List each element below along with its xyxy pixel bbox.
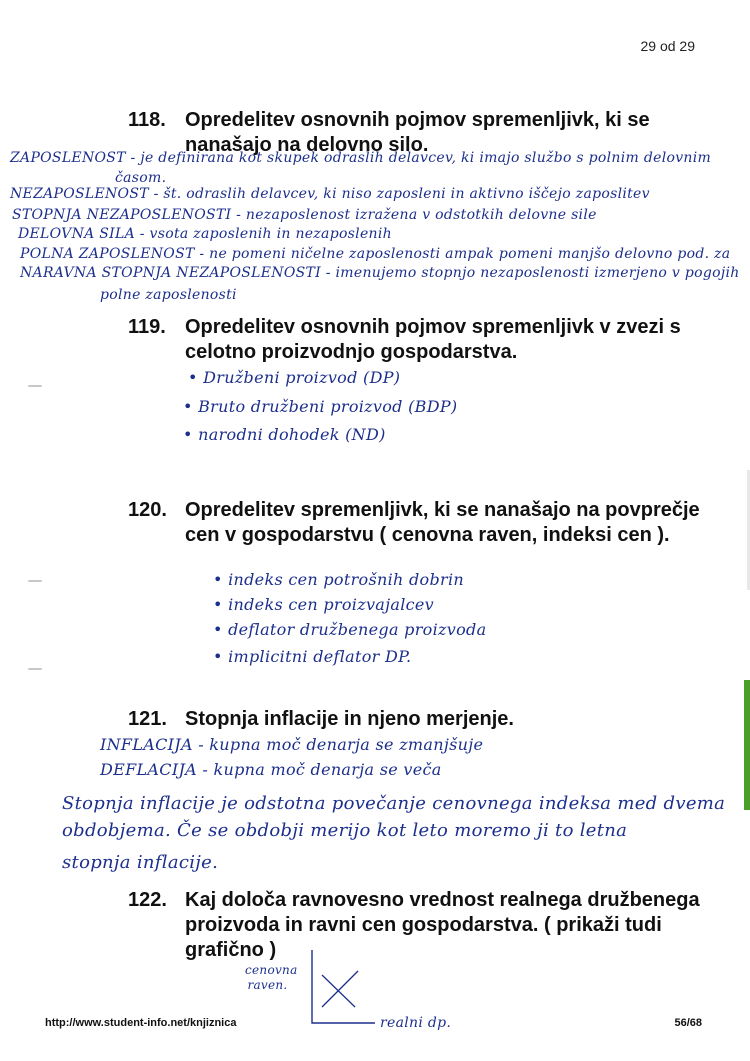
question-number: 121.	[128, 708, 167, 730]
sketch-graph	[300, 945, 380, 1035]
question-text: Kaj določa ravnovesno vrednost realnega družbenega proizvoda in ravni cen gospodarstva. ( prikaži tudi grafično )	[185, 889, 700, 961]
question-text: Opredelitev spremenljivk, ki se nanašajo na povprečje cen v gospodarstvu ( cenovna raven, indeksi cen ).	[185, 499, 700, 546]
graph-y-label: cenovna raven.	[245, 963, 298, 992]
question-text: Stopnja inflacije in njeno merjenje.	[185, 708, 514, 730]
handwritten-line: STOPNJA NEZAPOSLENOSTI - nezaposlenost izražena v odstotkih delovne sile	[12, 207, 597, 223]
question-number: 120.	[128, 499, 167, 521]
graph-curve	[322, 971, 358, 1007]
footer-page-number: 56/68	[674, 1017, 702, 1029]
handwritten-line: • indeks cen proizvajalcev	[213, 595, 435, 614]
handwritten-line: • Bruto družbeni proizvod (BDP)	[183, 397, 458, 416]
handwritten-line: obdobjema. Če se obdobji merijo kot leto moremo ji to letna	[62, 820, 628, 841]
handwritten-line: • implicitni deflator DP.	[213, 647, 412, 666]
margin-mark	[28, 385, 42, 387]
question-text: Opredelitev osnovnih pojmov spremenljivk, ki se nanašajo na delovno silo.	[185, 109, 650, 156]
footer-url-link[interactable]: http://www.student-info.net/knjiznica	[45, 1017, 237, 1029]
handwritten-line: • deflator družbenega proizvoda	[213, 620, 487, 639]
green-marker-strip	[744, 680, 750, 810]
handwritten-line: stopnja inflacije.	[62, 852, 219, 873]
handwritten-line: časom.	[115, 170, 167, 186]
handwritten-line: • narodni dohodek (ND)	[183, 425, 386, 444]
handwritten-line: • indeks cen potrošnih dobrin	[213, 570, 464, 589]
question-number: 122.	[128, 889, 167, 911]
handwritten-line: INFLACIJA - kupna moč denarja se zmanjšuje	[100, 735, 484, 754]
graph-x-label: realni dp.	[380, 1015, 452, 1031]
question-number: 119.	[128, 316, 166, 338]
graph-axes	[312, 950, 375, 1023]
handwritten-line: ZAPOSLENOST - je definirana kot skupek odraslih delavcev, ki imajo službo s polnim delovnim	[10, 150, 712, 166]
question-text: Opredelitev osnovnih pojmov spremenljivk v zvezi s celotno proizvodnjo gospodarstva.	[185, 316, 681, 363]
margin-mark	[28, 580, 42, 582]
handwritten-line: • Družbeni proizvod (DP)	[188, 368, 401, 387]
handwritten-line: POLNA ZAPOSLENOST - ne pomeni ničelne zaposlenosti ampak pomeni manjšo delovno pod. za	[20, 246, 731, 262]
handwritten-line: polne zaposlenosti	[100, 287, 237, 303]
margin-mark	[28, 668, 42, 670]
question-number: 118.	[128, 109, 166, 131]
handwritten-line: DELOVNA SILA - vsota zaposlenih in nezaposlenih	[18, 226, 392, 242]
handwritten-line: Stopnja inflacije je odstotna povečanje cenovnega indeksa med dvema	[62, 793, 726, 814]
handwritten-line: NARAVNA STOPNJA NEZAPOSLENOSTI - imenujemo stopnjo nezaposlenosti izmerjeno v pogojih	[20, 265, 740, 281]
page-counter: 29 od 29	[640, 38, 695, 54]
handwritten-line: DEFLACIJA - kupna moč denarja se veča	[100, 760, 442, 779]
handwritten-line: NEZAPOSLENOST - št. odraslih delavcev, ki niso zaposleni in aktivno iščejo zaposlitev	[10, 186, 650, 202]
